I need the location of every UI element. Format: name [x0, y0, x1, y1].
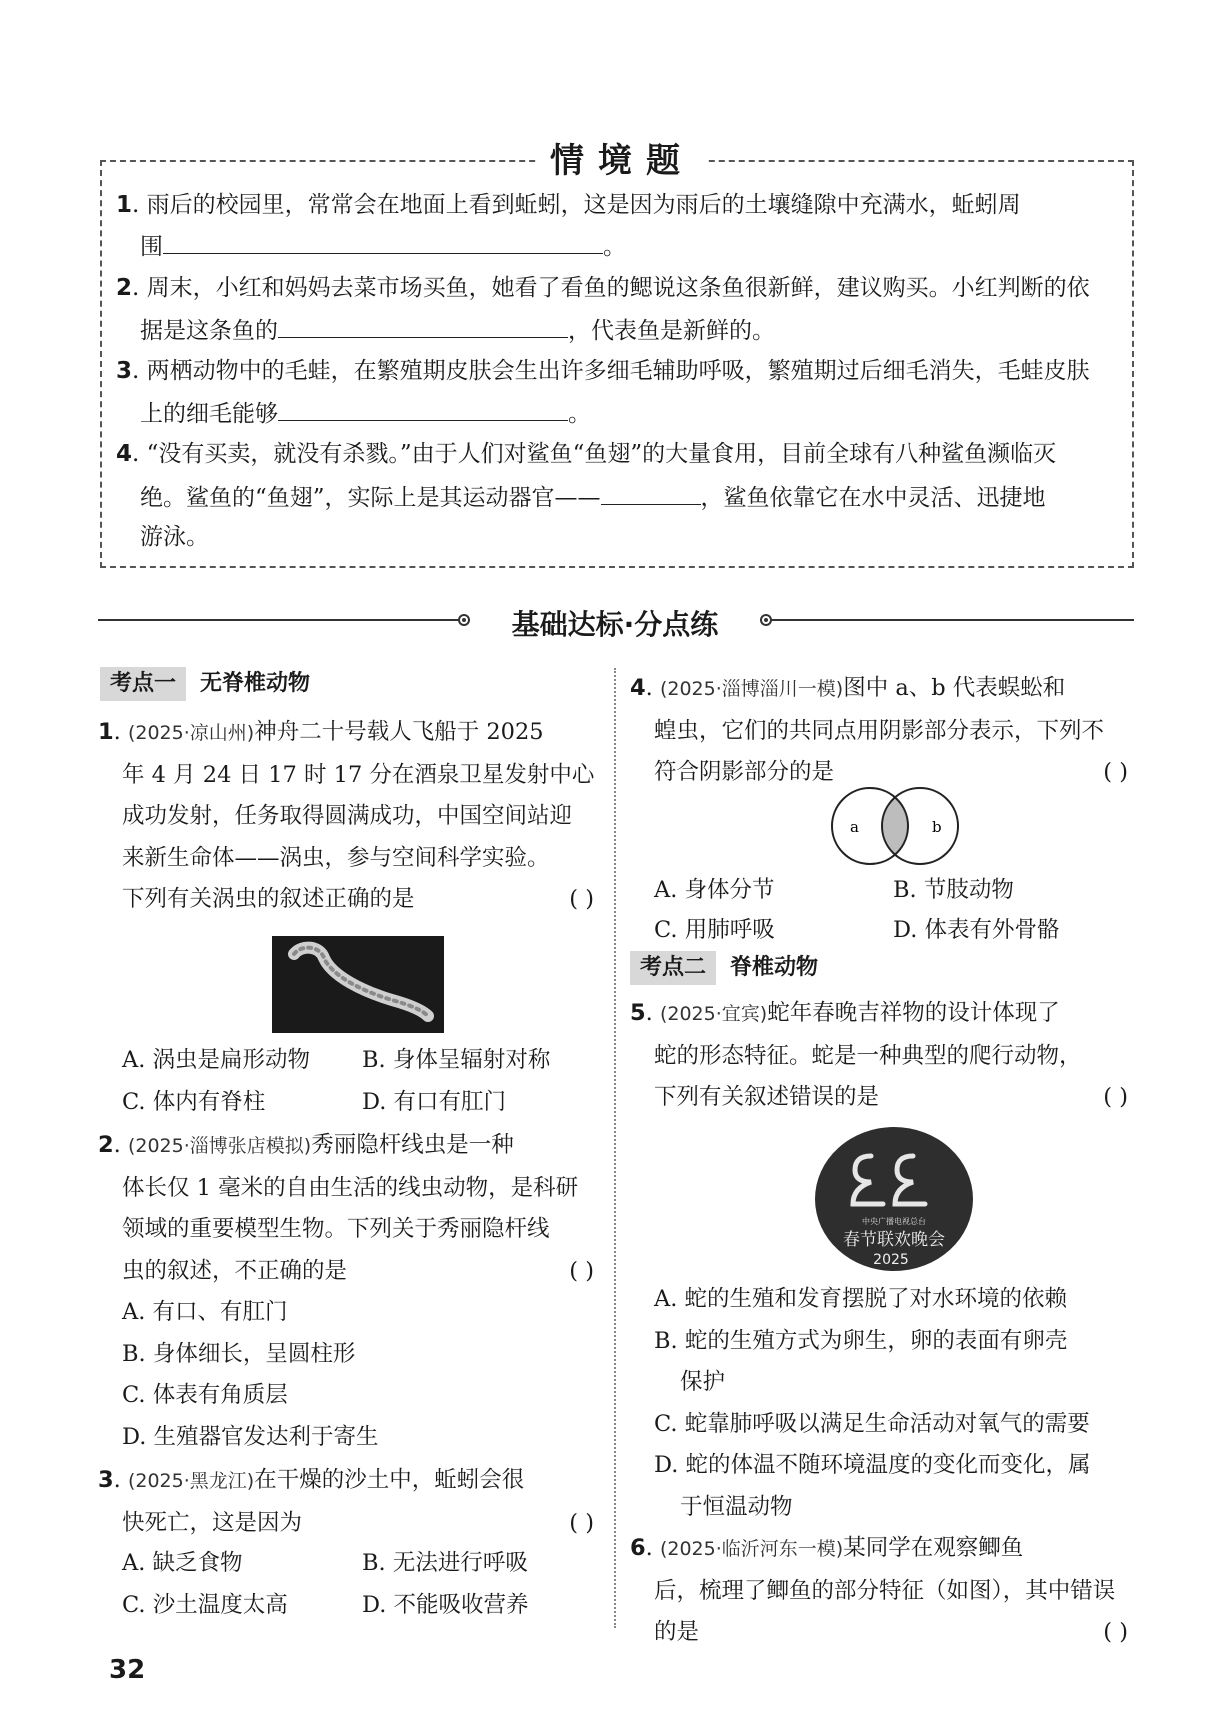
answer-blank[interactable] [278, 309, 568, 338]
banner-rule-left [98, 619, 460, 621]
scenario-title: 情境题 [537, 133, 707, 182]
svg-text:春节联欢晚会: 春节联欢晚会 [843, 1230, 945, 1250]
q2-option-d[interactable]: D. 生殖器官发达利于寄生 [122, 1423, 379, 1450]
knowledge-point-2: 考点二 脊椎动物 [630, 951, 818, 985]
scenario-q2-line1: 2. 周末，小红和妈妈去菜市场买鱼，她看了看鱼的鳃说这条鱼很新鲜，建议购买。小红判断的依 [116, 275, 1090, 301]
q5-options [654, 1279, 1128, 1528]
svg-text:中央广播电视总台: 中央广播电视总台 [862, 1217, 926, 1226]
answer-paren[interactable]: ( ) [1103, 759, 1128, 785]
question-1: 1. (2025·凉山州)神舟二十号载人飞船于 2025 年 4 月 24 日 17 时 17 分在酒泉卫星发射中心 成功发射，任务取得圆满成功，中国空间站迎 来新生命体——涡虫，参与空间科学实验。 下列有关涡虫的叙述正确的是 ( ) [98, 712, 594, 921]
scenario-q1-line2: 围 。 [140, 225, 626, 268]
flatworm-photo [272, 936, 444, 1033]
scenario-q1-line1: 1. 雨后的校园里，常常会在地面上看到蚯蚓，这是因为雨后的土壤缝隙中充满水，蚯蚓周 [116, 192, 1021, 218]
question-4: 4. (2025·淄博淄川一模)图中 a、b 代表蜈蚣和 蝗虫，它们的共同点用阴影部分表示，下列不 符合阴影部分的是 ( ) [630, 668, 1128, 794]
q1-option-d[interactable]: D. 有口有肛门 [362, 1089, 507, 1115]
answer-paren[interactable]: ( ) [1103, 1619, 1128, 1645]
page-number: 32 [109, 1655, 146, 1685]
q3-option-c[interactable]: C. 沙土温度太高 [122, 1592, 288, 1618]
answer-paren[interactable]: ( ) [569, 1509, 594, 1536]
q5-option-d-cont: 于恒温动物 [680, 1493, 793, 1520]
knowledge-point-1: 考点一 无脊椎动物 [100, 667, 310, 701]
q1-option-b[interactable]: B. 身体呈辐射对称 [362, 1047, 551, 1073]
q5-option-b[interactable]: B. 蛇的生殖方式为卵生，卵的表面有卵壳 [654, 1327, 1068, 1354]
question-3: 3. (2025·黑龙江)在干燥的沙土中，蚯蚓会很 快死亡，这是因为 ( ) [98, 1460, 594, 1544]
q1-option-c[interactable]: C. 体内有脊柱 [122, 1089, 266, 1115]
scenario-q2-line2: 据是这条鱼的 ，代表鱼是新鲜的。 [140, 309, 775, 352]
q3-option-d[interactable]: D. 不能吸收营养 [362, 1592, 529, 1618]
spring-gala-logo [813, 1126, 975, 1273]
q2-option-c[interactable]: C. 体表有角质层 [122, 1382, 288, 1408]
question-2: 2. (2025·淄博张店模拟)秀丽隐杆线虫是一种 体长仅 1 毫米的自由生活的线虫动物，是科研 领域的重要模型生物。下列关于秀丽隐杆线 虫的叙述，不正确的是 ( ) A. 有口、有肛门 B. 身体细长，呈圆柱形 C. 体表有角质层 D. 生殖器官发达利于寄生 [98, 1125, 594, 1458]
answer-paren[interactable]: ( ) [1103, 1084, 1128, 1110]
q5-option-c[interactable]: C. 蛇靠肺呼吸以满足生命活动对氧气的需要 [654, 1410, 1090, 1437]
svg-text:2025: 2025 [873, 1252, 909, 1268]
answer-paren[interactable]: ( ) [569, 886, 594, 912]
question-6: 6. (2025·临沂河东一模)某同学在观察鲫鱼 后，梳理了鲫鱼的部分特征（如图），其中错误 的是 ( ) [630, 1528, 1128, 1654]
venn-label-b: b [932, 818, 942, 836]
venn-diagram [820, 785, 970, 867]
answer-paren[interactable]: ( ) [569, 1257, 594, 1284]
answer-blank[interactable] [163, 225, 603, 254]
column-divider [614, 668, 616, 1628]
scenario-q4-line1: 4. “没有买卖，就没有杀戮。”由于人们对鲨鱼“鱼翅”的大量食用，目前全球有八种鲨鱼濒临灭 [116, 441, 1057, 467]
scenario-q4-line2: 绝。鲨鱼的“鱼翅”，实际上是其运动器官—— ，鲨鱼依靠它在水中灵活、迅捷地 [140, 476, 1046, 519]
q5-option-a[interactable]: A. 蛇的生殖和发育摆脱了对水环境的依赖 [654, 1286, 1068, 1312]
question-5: 5. (2025·宜宾)蛇年春晚吉祥物的设计体现了 蛇的形态特征。蛇是一种典型的爬行动物， 下列有关叙述错误的是 ( ) [630, 993, 1128, 1119]
q5-option-b-cont: 保护 [680, 1369, 726, 1395]
answer-blank[interactable] [278, 392, 568, 421]
q4-option-d[interactable]: D. 体表有外骨骼 [893, 917, 1060, 943]
q5-option-d[interactable]: D. 蛇的体温不随环境温度的变化而变化，属 [654, 1452, 1091, 1478]
banner-rule-right [772, 619, 1134, 621]
q3-option-a[interactable]: A. 缺乏食物 [122, 1550, 243, 1576]
q4-option-b[interactable]: B. 节肢动物 [893, 877, 1014, 903]
scenario-q4-line3: 游泳。 [140, 524, 209, 550]
q2-option-a[interactable]: A. 有口、有肛门 [122, 1299, 288, 1325]
q2-option-b[interactable]: B. 身体细长，呈圆柱形 [122, 1340, 356, 1367]
venn-label-a: a [850, 818, 859, 836]
answer-blank[interactable] [601, 476, 701, 505]
q1-option-a[interactable]: A. 涡虫是扁形动物 [122, 1047, 311, 1073]
q4-option-c[interactable]: C. 用肺呼吸 [654, 917, 775, 943]
q4-option-a[interactable]: A. 身体分节 [654, 877, 775, 903]
scenario-q3-line1: 3. 两栖动物中的毛蛙，在繁殖期皮肤会生出许多细毛辅助呼吸，繁殖期过后细毛消失，毛蛙皮肤 [116, 358, 1090, 384]
banner-ornament-left [458, 614, 470, 626]
q3-option-b[interactable]: B. 无法进行呼吸 [362, 1550, 528, 1576]
scenario-q3-line2: 上的细毛能够 。 [140, 392, 591, 435]
section-banner: 基础达标·分点练 [511, 608, 719, 641]
banner-ornament-right [760, 614, 772, 626]
